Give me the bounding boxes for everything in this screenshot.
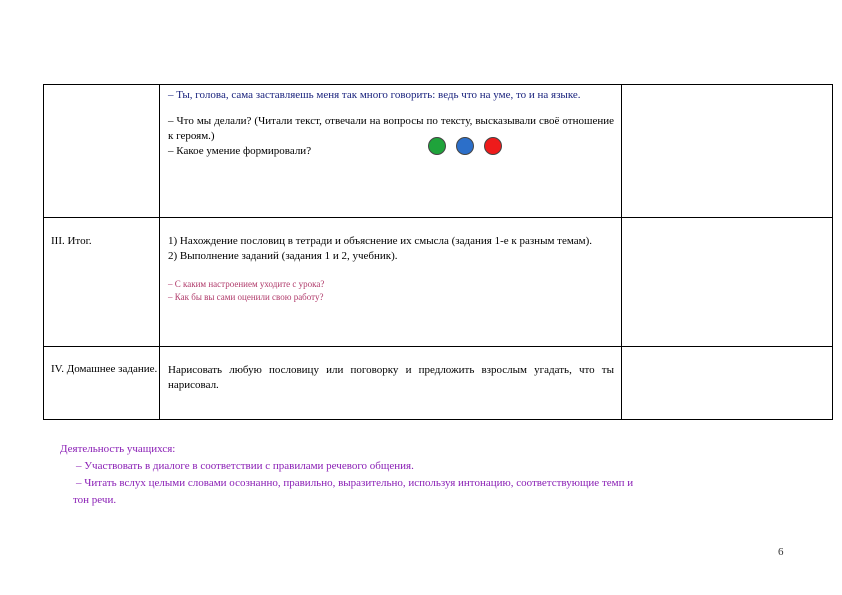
table-row (44, 347, 833, 420)
blue-circle-icon (456, 137, 474, 155)
notes-cell (622, 218, 833, 347)
student-activity (60, 441, 780, 509)
activity-item-continuation: тон речи. (73, 494, 117, 506)
activity-item: – Участвовать в диалоге в соответствии с правилами речевого общения. (76, 460, 414, 472)
stage-cell (44, 85, 160, 218)
skill-question-text: – Какое умение формировали? (168, 145, 312, 157)
notes-cell (622, 347, 833, 420)
table-row (44, 85, 833, 218)
activity-item: – Читать вслух целыми словами осознанно, правильно, выразительно, используя интонацию, соответствующие темп и (76, 477, 634, 489)
summary-item: 1) Нахождение пословиц в тетради и объяснение их смысла (задания 1-е к разным темам). (168, 235, 592, 247)
homework-text: Нарисовать любую пословицу или поговорку и предложить взрослым угадать, что ты нарисовал. (168, 364, 614, 391)
reflection-question: – Как бы вы сами оценили свою работу? (168, 292, 324, 302)
stage-cell (44, 347, 160, 420)
content-cell (160, 218, 622, 347)
summary-item: 2) Выполнение заданий (задания 1 и 2, учебник). (168, 250, 398, 262)
stage-cell (44, 218, 160, 347)
stage-title: III. Итог. (51, 235, 92, 247)
lesson-table (43, 84, 833, 420)
quote-text: – Ты, голова, сама заставляешь меня так много говорить: ведь что на уме, то и на языке. (168, 89, 581, 101)
page-number: 6 (778, 546, 784, 558)
reflection-question: – С каким настроением уходите с урока? (168, 279, 325, 289)
question-text: – Что мы делали? (Читали текст, отвечали на вопросы по тексту, высказывали своё отношение к героям.) (168, 115, 614, 142)
green-circle-icon (428, 137, 446, 155)
content-cell (160, 347, 622, 420)
activity-heading: Деятельность учащихся: (60, 443, 176, 455)
stage-title: IV. Домашнее задание. (51, 363, 158, 375)
content-cell (160, 85, 622, 218)
color-dots (428, 137, 502, 155)
red-circle-icon (484, 137, 502, 155)
notes-cell (622, 85, 833, 218)
table-row (44, 218, 833, 347)
